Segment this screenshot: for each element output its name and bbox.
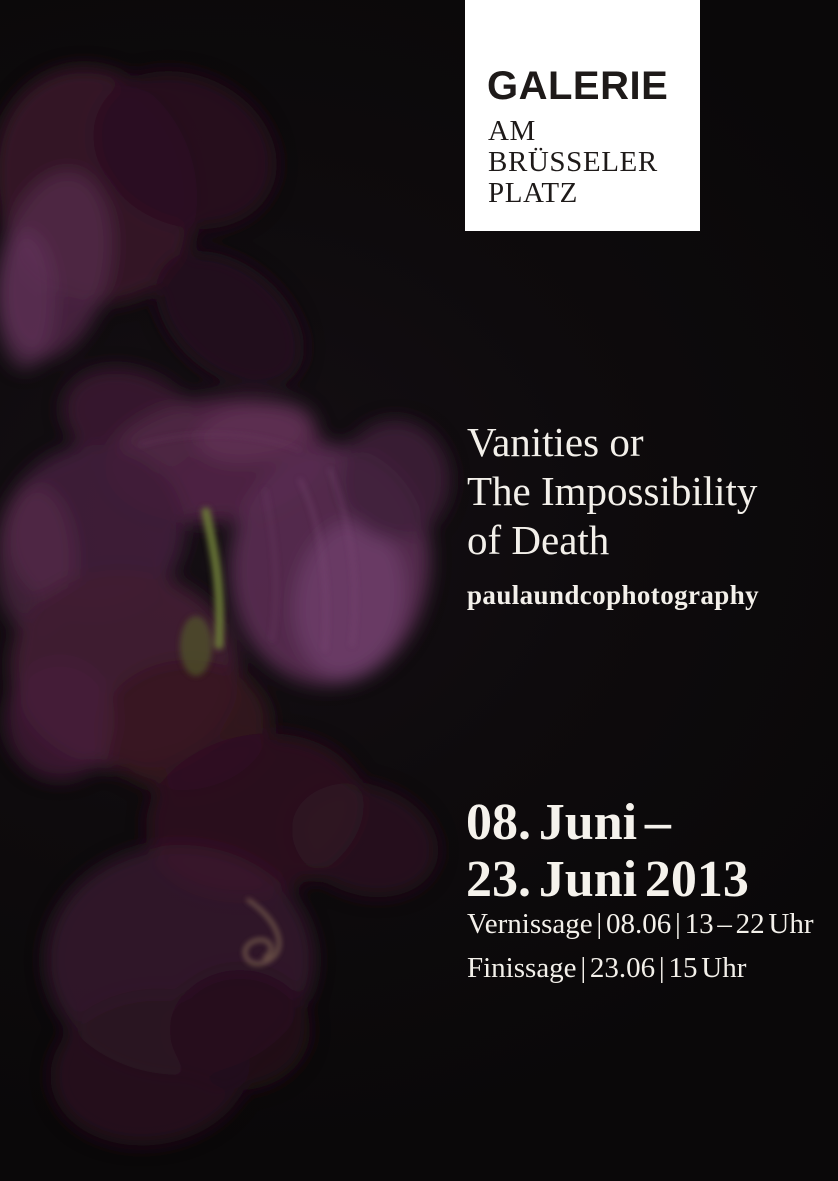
title-line-2: The Impossibility [467,468,758,514]
gallery-name-galerie: GALERIE [487,64,669,108]
exhibition-dates [466,794,749,908]
title-line-1: Vanities or [467,419,644,465]
exhibition-title [467,418,757,565]
gallery-name-line-am: AM [488,115,536,147]
photographer-credit: paulaundcophotography [467,580,760,610]
gallery-name-location [488,116,658,209]
gallery-name-line-platz: PLATZ [488,177,578,209]
gallery-logo [465,0,700,231]
date-range-line-2: 23. Juni 2013 [466,851,749,908]
gallery-name-line-bruesseler: BRÜSSELER [488,146,658,178]
title-line-3: of Death [467,517,610,563]
finissage-info: Finissage | 23.06 | 15 Uhr [467,952,747,984]
vernissage-info: Vernissage | 08.06 | 13 – 22 Uhr [467,908,814,940]
date-range-line-1: 08. Juni – [466,794,671,851]
